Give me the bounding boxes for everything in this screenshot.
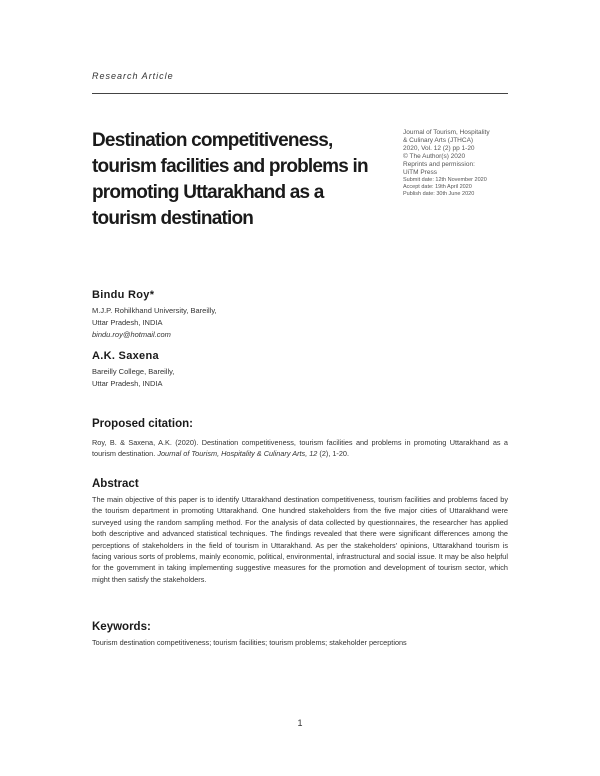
author-block	[92, 350, 174, 390]
article-title	[92, 128, 377, 232]
journal-meta	[403, 129, 518, 198]
header-rule	[92, 93, 508, 94]
abstract-text: The main objective of this paper is to identify Uttarakhand destination competitiveness, tourism facilities and problems faced by the tourism department in promoting Uttarakhand. One hundred stakeholders from the five major cities of Uttarakhand were surveyed using the random sampling method. For the analysis of data collected by questionnaires, the researcher has applied both descriptive and advanced statistical techniques. The findings revealed that there were significant differences among the perceptions of stakeholders in the field of tourism in Uttarakhand. As per the stakeholders' opinions, Uttarakhand tourism is facing various sorts of problems, mainly economic, political, environmental, infrastructural and social issue. It may be also helpful for the government in taking implementing suggestive measures for the promotion and development of tourism sector, which might then satisfy the stakeholders.	[92, 495, 508, 584]
meta-line: UiTM Press	[403, 169, 437, 176]
title-line: tourism destination	[92, 208, 254, 229]
title-line: tourism facilities and problems in	[92, 156, 368, 177]
page-number: 1	[297, 718, 303, 728]
author-affiliation	[92, 366, 174, 390]
affiliation-line: Uttar Pradesh, INDIA	[92, 379, 163, 388]
meta-line: & Culinary Arts (JTHCA)	[403, 137, 474, 144]
citation-journal: Journal of Tourism, Hospitality & Culinary Arts, 12	[157, 449, 318, 459]
meta-line: 2020, Vol. 12 (2) pp 1-20	[403, 145, 475, 152]
article-type-label: Research Article	[92, 71, 174, 81]
title-line: promoting Uttarakhand as a	[92, 182, 324, 203]
keywords-text: Tourism destination competitiveness; tourism facilities; tourism problems; stakeholder perceptions	[92, 638, 407, 647]
meta-line: Journal of Tourism, Hospitality	[403, 129, 490, 136]
citation-heading: Proposed citation:	[92, 418, 193, 430]
author-name: Bindu Roy*	[92, 289, 155, 301]
title-line: Destination competitiveness,	[92, 130, 333, 151]
author-email: bindu.roy@hotmail.com	[92, 330, 171, 339]
meta-line: Submit date: 12th November 2020	[403, 177, 487, 183]
affiliation-line: M.J.P. Rohilkhand University, Bareilly,	[92, 306, 217, 315]
affiliation-line: Bareilly College, Bareilly,	[92, 367, 175, 376]
meta-line: © The Author(s) 2020	[403, 153, 466, 160]
meta-line: Accept date: 19th April 2020	[403, 184, 472, 190]
keywords-heading: Keywords:	[92, 621, 151, 633]
meta-line: Publish date: 30th June 2020	[403, 191, 475, 197]
abstract-heading: Abstract	[92, 478, 139, 490]
citation-text	[92, 437, 508, 460]
citation-body: Roy, B. & Saxena, A.K. (2020). Destination competitiveness, tourism facilities and problems in promoting Uttarakhand as a tourism destination.	[92, 438, 508, 459]
author-name: A.K. Saxena	[92, 350, 159, 362]
citation-issue: (2), 1-20.	[319, 449, 350, 459]
meta-line: Reprints and permission:	[403, 161, 475, 168]
author-affiliation	[92, 305, 217, 341]
affiliation-line: Uttar Pradesh, INDIA	[92, 318, 163, 327]
author-block	[92, 289, 217, 341]
